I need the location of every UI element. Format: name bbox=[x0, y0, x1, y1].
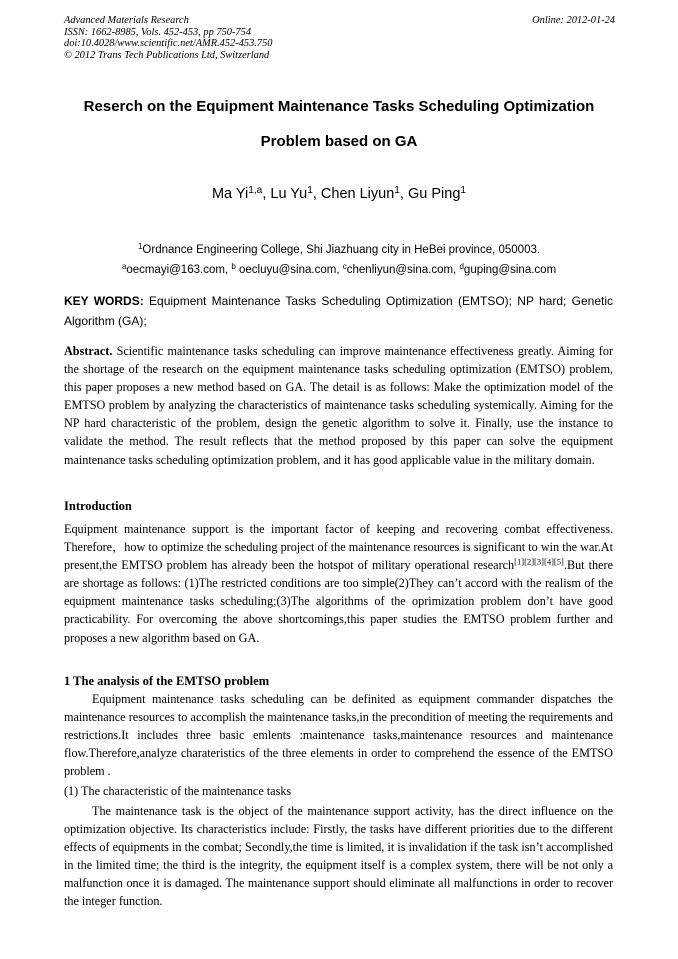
email-address[interactable]: oecluyu@sina.com bbox=[239, 264, 337, 276]
introduction-heading: Introduction bbox=[64, 499, 132, 513]
online-date: Online: 2012-01-24 bbox=[532, 15, 615, 26]
author-name: Chen Liyun bbox=[320, 186, 395, 202]
copyright-line: © 2012 Trans Tech Publications Ltd, Switzerland bbox=[64, 49, 270, 61]
author-list: Ma Yi$^{1,a}$, Lu Yu$^1$, Chen Liyun$^1$, Gu Ping$^1$ bbox=[211, 184, 467, 202]
subsection-paragraph: The maintenance task is the object of the maintenance support activity, has the direct influence on the optimization objective. Its characteristics include: Firstly, the tasks have different priorities due to the different effects of equipments in the combat; Secondly,the time is limited, it is invalidation if the task isn’t accomplished in the limited time; the third is the integrity, the equipment itself is a complex system, there will be not only a malfunction once it is damaged. The maintenance support should eliminate all malfunctions in order to recover the integer function. bbox=[64, 804, 613, 909]
keywords-label: KEY WORDS: bbox=[64, 294, 144, 308]
doi-line: doi:10.4028/www.scientific.net/AMR.452-453.750 bbox=[64, 38, 273, 50]
issn-line: ISSN: 1662-8985, Vols. 452-453, pp 750-754 bbox=[64, 26, 252, 38]
abstract-paragraph bbox=[64, 342, 613, 469]
author-name: Ma Yi bbox=[211, 186, 249, 202]
affiliation-text: Ordnance Engineering College, Shi Jiazhuang city in HeBei province, 050003. bbox=[142, 244, 541, 256]
title-line-2: Problem based on GA bbox=[260, 133, 418, 150]
journal-name: Advanced Materials Research bbox=[64, 15, 189, 26]
email-line: $^a$oecmayi@163.com, $^b$ oecluyu@sina.com, $^c$chenliyun@sina.com, $^d$guping@sina.com bbox=[121, 261, 557, 276]
email-mark: c bbox=[342, 261, 347, 271]
affiliation-block bbox=[40, 240, 638, 280]
email-mark: b bbox=[231, 261, 236, 271]
author-name: Gu Ping bbox=[407, 186, 461, 202]
journal-header bbox=[64, 15, 615, 61]
subsection-heading: (1) The characteristic of the maintenance tasks bbox=[64, 784, 292, 798]
abstract-text: Scientific maintenance tasks scheduling can improve maintenance effectiveness greatly. Aiming for the shortage of the research on the equipment maintenance tasks scheduling optimization (EMTSO) problem, this paper proposes a new method based on GA. The detail is as follows: Make the optimization model of the EMTSO problem by analyzing the characteristics of maintenance tasks scheduling systemically. Aiming for the NP hard characteristic of the problem, design the genetic algorithm to solve it. Finally, use the instance to validate the method. The result reflects that the method proposed by this paper can solve the equipment maintenance tasks scheduling optimization problem, and it has good applicable value in the military domain. bbox=[64, 344, 614, 467]
keywords-text: Equipment Maintenance Tasks Scheduling Optimization (EMTSO); NP hard; Genetic Algorithm (GA); bbox=[64, 294, 613, 328]
email-address[interactable]: chenliyun@sina.com bbox=[346, 264, 454, 276]
section-1-paragraph: Equipment maintenance tasks scheduling can be definited as equipment commander dispatches the maintenance resources to accomplish the maintenance tasks,in the precondition of meeting the requirements and restrictions.It includes three basic emlents :maintenance tasks,maintenance resources and maintenance flow.Therefore,analyze charateristics of the three elements in order to comprehend the essence of the EMTSO problem . bbox=[64, 692, 613, 779]
abstract-label: Abstract. bbox=[64, 344, 113, 358]
keywords-paragraph bbox=[64, 291, 613, 331]
section-1-heading: 1 The analysis of the EMTSO problem bbox=[64, 674, 270, 688]
email-address[interactable]: guping@sina.com bbox=[463, 264, 557, 276]
introduction-paragraph bbox=[64, 520, 613, 647]
author-affil-mark: 1 bbox=[394, 184, 400, 196]
affiliation-line bbox=[40, 240, 638, 260]
email-address[interactable]: oecmayi@163.com bbox=[126, 264, 225, 276]
email-mark: d bbox=[459, 261, 464, 271]
email-mark: a bbox=[121, 261, 127, 271]
intro-text-b: .But there are shortage as follows: (1)The restricted conditions are too simple(2)They can’t accord with the realism of the equipment maintenance tasks scheduling;(3)The algorithms of the oprimization problem don’t have good practicability. For overcoming the above shortcomings,this paper studies the EMTSO problem further and proposes a new algorithm based on GA. bbox=[64, 558, 613, 645]
author-affil-mark: 1,a bbox=[248, 184, 263, 196]
intro-text-a: Equipment maintenance support is the important factor of keeping and recovering combat effectiveness. Therefore，how to optimize the scheduling project of the maintenance resources is significant to win the war.At present,the EMTSO problem has already been the hotspot of military operational research bbox=[64, 522, 613, 573]
title-line-1: Reserch on the Equipment Maintenance Tasks Scheduling Optimization bbox=[83, 98, 595, 115]
author-name: Lu Yu bbox=[270, 186, 308, 202]
citation-refs[interactable]: [1][2][3][4][5] bbox=[514, 556, 564, 567]
author-affil-mark: 1 bbox=[460, 184, 467, 196]
paper-title bbox=[40, 89, 638, 159]
affiliation-mark: 1 bbox=[137, 241, 143, 251]
author-affil-mark: 1 bbox=[307, 184, 313, 196]
